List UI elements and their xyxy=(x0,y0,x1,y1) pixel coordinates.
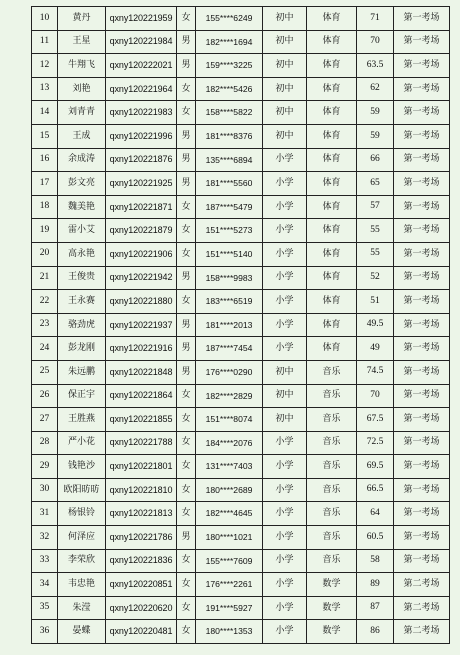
gender-cell: 女 xyxy=(177,596,196,620)
score-cell: 59 xyxy=(357,101,394,125)
exam-room-cell: 第一考场 xyxy=(394,77,450,101)
stage-cell: 小学 xyxy=(263,573,307,597)
score-cell: 58 xyxy=(357,549,394,573)
roster-body xyxy=(32,7,450,644)
phone-cell: 182****4645 xyxy=(196,502,263,526)
row-number-cell: 33 xyxy=(32,549,58,573)
table-row xyxy=(32,242,450,266)
subject-cell: 体育 xyxy=(307,195,357,219)
row-number-cell: 14 xyxy=(32,101,58,125)
stage-cell: 小学 xyxy=(263,266,307,290)
name-cell: 彭文亮 xyxy=(58,172,106,196)
name-cell: 王星 xyxy=(58,30,106,54)
phone-cell: 191****5927 xyxy=(196,596,263,620)
stage-cell: 初中 xyxy=(263,101,307,125)
exam-room-cell: 第一考场 xyxy=(394,101,450,125)
name-cell: 何泽应 xyxy=(58,526,106,550)
gender-cell: 女 xyxy=(177,77,196,101)
gender-cell: 女 xyxy=(177,219,196,243)
score-cell: 49 xyxy=(357,337,394,361)
name-cell: 杨银铃 xyxy=(58,502,106,526)
table-row xyxy=(32,290,450,314)
table-row xyxy=(32,195,450,219)
subject-cell: 音乐 xyxy=(307,526,357,550)
score-cell: 62 xyxy=(357,77,394,101)
gender-cell: 男 xyxy=(177,54,196,78)
name-cell: 朱滢 xyxy=(58,596,106,620)
exam-room-cell: 第一考场 xyxy=(394,124,450,148)
name-cell: 王俊贵 xyxy=(58,266,106,290)
exam-id-cell: qxny120221879 xyxy=(106,219,177,243)
row-number-cell: 29 xyxy=(32,455,58,479)
exam-id-cell: qxny120221801 xyxy=(106,455,177,479)
stage-cell: 初中 xyxy=(263,408,307,432)
exam-id-cell: qxny120221864 xyxy=(106,384,177,408)
stage-cell: 小学 xyxy=(263,620,307,644)
exam-roster-table xyxy=(31,6,450,644)
table-row xyxy=(32,77,450,101)
exam-room-cell: 第一考场 xyxy=(394,266,450,290)
stage-cell: 小学 xyxy=(263,502,307,526)
subject-cell: 体育 xyxy=(307,101,357,125)
phone-cell: 180****1021 xyxy=(196,526,263,550)
stage-cell: 小学 xyxy=(263,219,307,243)
gender-cell: 女 xyxy=(177,573,196,597)
exam-id-cell: qxny120220851 xyxy=(106,573,177,597)
exam-id-cell: qxny120221876 xyxy=(106,148,177,172)
name-cell: 钱艳沙 xyxy=(58,455,106,479)
score-cell: 74.5 xyxy=(357,360,394,384)
stage-cell: 小学 xyxy=(263,337,307,361)
exam-id-cell: qxny120221959 xyxy=(106,7,177,31)
score-cell: 65 xyxy=(357,172,394,196)
row-number-cell: 22 xyxy=(32,290,58,314)
gender-cell: 男 xyxy=(177,526,196,550)
gender-cell: 男 xyxy=(177,360,196,384)
score-cell: 87 xyxy=(357,596,394,620)
row-number-cell: 25 xyxy=(32,360,58,384)
row-number-cell: 26 xyxy=(32,384,58,408)
row-number-cell: 32 xyxy=(32,526,58,550)
exam-id-cell: qxny120221810 xyxy=(106,478,177,502)
row-number-cell: 31 xyxy=(32,502,58,526)
phone-cell: 180****2689 xyxy=(196,478,263,502)
stage-cell: 初中 xyxy=(263,30,307,54)
table-row xyxy=(32,148,450,172)
exam-id-cell: qxny120221983 xyxy=(106,101,177,125)
name-cell: 王永赛 xyxy=(58,290,106,314)
row-number-cell: 17 xyxy=(32,172,58,196)
gender-cell: 女 xyxy=(177,431,196,455)
name-cell: 王成 xyxy=(58,124,106,148)
row-number-cell: 18 xyxy=(32,195,58,219)
exam-id-cell: qxny120221925 xyxy=(106,172,177,196)
table-row xyxy=(32,313,450,337)
table-row xyxy=(32,101,450,125)
table-row xyxy=(32,219,450,243)
table-row xyxy=(32,478,450,502)
subject-cell: 体育 xyxy=(307,290,357,314)
stage-cell: 小学 xyxy=(263,596,307,620)
row-number-cell: 11 xyxy=(32,30,58,54)
phone-cell: 151****8074 xyxy=(196,408,263,432)
table-row xyxy=(32,573,450,597)
table-row xyxy=(32,384,450,408)
subject-cell: 数学 xyxy=(307,596,357,620)
table-row xyxy=(32,408,450,432)
name-cell: 晏蝶 xyxy=(58,620,106,644)
score-cell: 89 xyxy=(357,573,394,597)
subject-cell: 音乐 xyxy=(307,502,357,526)
subject-cell: 体育 xyxy=(307,7,357,31)
gender-cell: 女 xyxy=(177,549,196,573)
stage-cell: 小学 xyxy=(263,526,307,550)
row-number-cell: 19 xyxy=(32,219,58,243)
subject-cell: 体育 xyxy=(307,77,357,101)
score-cell: 55 xyxy=(357,242,394,266)
name-cell: 余成涛 xyxy=(58,148,106,172)
stage-cell: 小学 xyxy=(263,455,307,479)
gender-cell: 男 xyxy=(177,172,196,196)
table-row xyxy=(32,549,450,573)
gender-cell: 女 xyxy=(177,620,196,644)
exam-room-cell: 第一考场 xyxy=(394,242,450,266)
exam-room-cell: 第一考场 xyxy=(394,7,450,31)
name-cell: 严小花 xyxy=(58,431,106,455)
exam-room-cell: 第一考场 xyxy=(394,431,450,455)
score-cell: 72.5 xyxy=(357,431,394,455)
phone-cell: 181****5560 xyxy=(196,172,263,196)
subject-cell: 数学 xyxy=(307,573,357,597)
phone-cell: 182****2829 xyxy=(196,384,263,408)
phone-cell: 182****5426 xyxy=(196,77,263,101)
exam-room-cell: 第一考场 xyxy=(394,313,450,337)
phone-cell: 151****5273 xyxy=(196,219,263,243)
exam-room-cell: 第一考场 xyxy=(394,502,450,526)
table-row xyxy=(32,337,450,361)
row-number-cell: 21 xyxy=(32,266,58,290)
row-number-cell: 16 xyxy=(32,148,58,172)
subject-cell: 体育 xyxy=(307,30,357,54)
stage-cell: 初中 xyxy=(263,7,307,31)
exam-id-cell: qxny120221855 xyxy=(106,408,177,432)
gender-cell: 女 xyxy=(177,195,196,219)
name-cell: 高永艳 xyxy=(58,242,106,266)
gender-cell: 女 xyxy=(177,502,196,526)
exam-room-cell: 第一考场 xyxy=(394,172,450,196)
table-row xyxy=(32,526,450,550)
table-row xyxy=(32,455,450,479)
exam-id-cell: qxny120221871 xyxy=(106,195,177,219)
phone-cell: 131****7403 xyxy=(196,455,263,479)
exam-id-cell: qxny120221964 xyxy=(106,77,177,101)
row-number-cell: 28 xyxy=(32,431,58,455)
score-cell: 70 xyxy=(357,30,394,54)
stage-cell: 小学 xyxy=(263,313,307,337)
stage-cell: 初中 xyxy=(263,54,307,78)
table-row xyxy=(32,124,450,148)
gender-cell: 男 xyxy=(177,313,196,337)
score-cell: 52 xyxy=(357,266,394,290)
row-number-cell: 15 xyxy=(32,124,58,148)
stage-cell: 小学 xyxy=(263,431,307,455)
row-number-cell: 24 xyxy=(32,337,58,361)
name-cell: 彭龙刚 xyxy=(58,337,106,361)
gender-cell: 女 xyxy=(177,290,196,314)
exam-id-cell: qxny120221906 xyxy=(106,242,177,266)
exam-room-cell: 第二考场 xyxy=(394,596,450,620)
score-cell: 69.5 xyxy=(357,455,394,479)
gender-cell: 女 xyxy=(177,455,196,479)
exam-room-cell: 第一考场 xyxy=(394,360,450,384)
name-cell: 李荣欣 xyxy=(58,549,106,573)
subject-cell: 音乐 xyxy=(307,431,357,455)
exam-id-cell: qxny120221942 xyxy=(106,266,177,290)
name-cell: 牛翔飞 xyxy=(58,54,106,78)
exam-id-cell: qxny120221984 xyxy=(106,30,177,54)
stage-cell: 小学 xyxy=(263,549,307,573)
exam-id-cell: qxny120221916 xyxy=(106,337,177,361)
gender-cell: 男 xyxy=(177,124,196,148)
exam-id-cell: qxny120221848 xyxy=(106,360,177,384)
stage-cell: 小学 xyxy=(263,478,307,502)
exam-room-cell: 第一考场 xyxy=(394,526,450,550)
row-number-cell: 27 xyxy=(32,408,58,432)
phone-cell: 176****2261 xyxy=(196,573,263,597)
score-cell: 70 xyxy=(357,384,394,408)
name-cell: 朱远鹏 xyxy=(58,360,106,384)
gender-cell: 女 xyxy=(177,242,196,266)
gender-cell: 女 xyxy=(177,408,196,432)
score-cell: 71 xyxy=(357,7,394,31)
exam-room-cell: 第一考场 xyxy=(394,30,450,54)
table-row xyxy=(32,172,450,196)
row-number-cell: 13 xyxy=(32,77,58,101)
score-cell: 66.5 xyxy=(357,478,394,502)
phone-cell: 158****5822 xyxy=(196,101,263,125)
gender-cell: 女 xyxy=(177,101,196,125)
stage-cell: 小学 xyxy=(263,290,307,314)
score-cell: 66 xyxy=(357,148,394,172)
row-number-cell: 36 xyxy=(32,620,58,644)
exam-id-cell: qxny120222021 xyxy=(106,54,177,78)
name-cell: 刘艳 xyxy=(58,77,106,101)
exam-room-cell: 第一考场 xyxy=(394,54,450,78)
score-cell: 60.5 xyxy=(357,526,394,550)
subject-cell: 体育 xyxy=(307,266,357,290)
row-number-cell: 20 xyxy=(32,242,58,266)
exam-room-cell: 第一考场 xyxy=(394,384,450,408)
name-cell: 韦忠艳 xyxy=(58,573,106,597)
score-cell: 49.5 xyxy=(357,313,394,337)
phone-cell: 182****1694 xyxy=(196,30,263,54)
name-cell: 骆劲虎 xyxy=(58,313,106,337)
row-number-cell: 34 xyxy=(32,573,58,597)
phone-cell: 184****2076 xyxy=(196,431,263,455)
subject-cell: 体育 xyxy=(307,337,357,361)
subject-cell: 音乐 xyxy=(307,455,357,479)
stage-cell: 初中 xyxy=(263,77,307,101)
phone-cell: 176****0290 xyxy=(196,360,263,384)
table-row xyxy=(32,620,450,644)
gender-cell: 女 xyxy=(177,384,196,408)
subject-cell: 音乐 xyxy=(307,408,357,432)
exam-room-cell: 第一考场 xyxy=(394,455,450,479)
gender-cell: 男 xyxy=(177,30,196,54)
phone-cell: 159****3225 xyxy=(196,54,263,78)
row-number-cell: 12 xyxy=(32,54,58,78)
phone-cell: 155****6249 xyxy=(196,7,263,31)
gender-cell: 女 xyxy=(177,478,196,502)
score-cell: 67.5 xyxy=(357,408,394,432)
exam-id-cell: qxny120221880 xyxy=(106,290,177,314)
phone-cell: 158****9983 xyxy=(196,266,263,290)
subject-cell: 音乐 xyxy=(307,384,357,408)
exam-room-cell: 第一考场 xyxy=(394,408,450,432)
exam-room-cell: 第二考场 xyxy=(394,573,450,597)
score-cell: 64 xyxy=(357,502,394,526)
row-number-cell: 10 xyxy=(32,7,58,31)
name-cell: 保正宇 xyxy=(58,384,106,408)
exam-id-cell: qxny120221813 xyxy=(106,502,177,526)
subject-cell: 音乐 xyxy=(307,549,357,573)
subject-cell: 音乐 xyxy=(307,478,357,502)
stage-cell: 小学 xyxy=(263,172,307,196)
subject-cell: 体育 xyxy=(307,219,357,243)
gender-cell: 男 xyxy=(177,337,196,361)
exam-room-cell: 第一考场 xyxy=(394,219,450,243)
phone-cell: 181****2013 xyxy=(196,313,263,337)
phone-cell: 155****7609 xyxy=(196,549,263,573)
subject-cell: 体育 xyxy=(307,172,357,196)
phone-cell: 180****1353 xyxy=(196,620,263,644)
row-number-cell: 30 xyxy=(32,478,58,502)
subject-cell: 音乐 xyxy=(307,360,357,384)
score-cell: 51 xyxy=(357,290,394,314)
score-cell: 86 xyxy=(357,620,394,644)
table-row xyxy=(32,7,450,31)
exam-room-cell: 第一考场 xyxy=(394,549,450,573)
table-row xyxy=(32,360,450,384)
score-cell: 63.5 xyxy=(357,54,394,78)
stage-cell: 小学 xyxy=(263,242,307,266)
score-cell: 55 xyxy=(357,219,394,243)
stage-cell: 初中 xyxy=(263,360,307,384)
exam-room-cell: 第一考场 xyxy=(394,195,450,219)
exam-id-cell: qxny120221788 xyxy=(106,431,177,455)
phone-cell: 183****6519 xyxy=(196,290,263,314)
exam-id-cell: qxny120221836 xyxy=(106,549,177,573)
subject-cell: 体育 xyxy=(307,148,357,172)
table-row xyxy=(32,30,450,54)
stage-cell: 初中 xyxy=(263,124,307,148)
gender-cell: 男 xyxy=(177,148,196,172)
exam-room-cell: 第一考场 xyxy=(394,290,450,314)
name-cell: 王胜燕 xyxy=(58,408,106,432)
stage-cell: 小学 xyxy=(263,195,307,219)
exam-id-cell: qxny120220481 xyxy=(106,620,177,644)
row-number-cell: 23 xyxy=(32,313,58,337)
exam-id-cell: qxny120221937 xyxy=(106,313,177,337)
table-row xyxy=(32,596,450,620)
subject-cell: 数学 xyxy=(307,620,357,644)
gender-cell: 男 xyxy=(177,266,196,290)
subject-cell: 体育 xyxy=(307,124,357,148)
phone-cell: 187****5479 xyxy=(196,195,263,219)
name-cell: 欧阳昉昉 xyxy=(58,478,106,502)
phone-cell: 187****7454 xyxy=(196,337,263,361)
subject-cell: 体育 xyxy=(307,242,357,266)
name-cell: 魏美艳 xyxy=(58,195,106,219)
gender-cell: 女 xyxy=(177,7,196,31)
stage-cell: 初中 xyxy=(263,384,307,408)
table-row xyxy=(32,54,450,78)
score-cell: 59 xyxy=(357,124,394,148)
phone-cell: 181****8376 xyxy=(196,124,263,148)
exam-id-cell: qxny120220620 xyxy=(106,596,177,620)
table-row xyxy=(32,431,450,455)
exam-id-cell: qxny120221996 xyxy=(106,124,177,148)
name-cell: 黄丹 xyxy=(58,7,106,31)
subject-cell: 体育 xyxy=(307,54,357,78)
phone-cell: 151****5140 xyxy=(196,242,263,266)
exam-room-cell: 第一考场 xyxy=(394,478,450,502)
exam-room-cell: 第一考场 xyxy=(394,337,450,361)
phone-cell: 135****6894 xyxy=(196,148,263,172)
name-cell: 刘青青 xyxy=(58,101,106,125)
table-row xyxy=(32,266,450,290)
subject-cell: 体育 xyxy=(307,313,357,337)
exam-id-cell: qxny120221786 xyxy=(106,526,177,550)
exam-room-cell: 第一考场 xyxy=(394,148,450,172)
name-cell: 雷小艾 xyxy=(58,219,106,243)
score-cell: 57 xyxy=(357,195,394,219)
exam-room-cell: 第二考场 xyxy=(394,620,450,644)
table-row xyxy=(32,502,450,526)
row-number-cell: 35 xyxy=(32,596,58,620)
stage-cell: 小学 xyxy=(263,148,307,172)
